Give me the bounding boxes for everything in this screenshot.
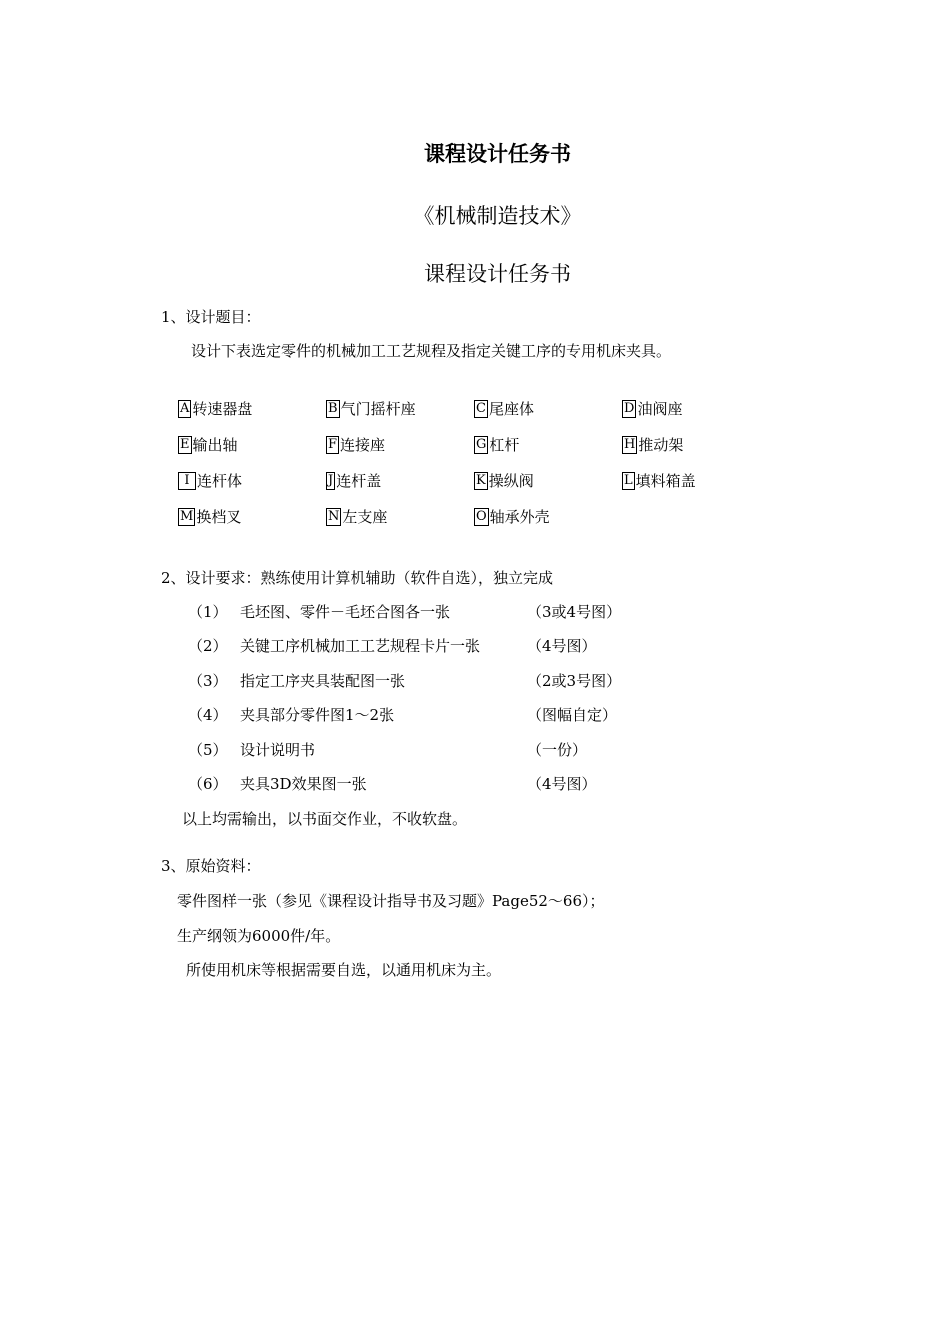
part-item [622,399,682,419]
requirement-note: （2或3号图） [527,672,622,690]
part-item [474,399,534,419]
requirement-number: （2） [188,637,228,655]
section2-footer: 以上均需输出，以书面交作业，不收软盘。 [182,810,468,828]
part-name: 操纵阀 [488,472,534,490]
course-title: 《机械制造技术》 [413,204,582,228]
part-item [622,435,683,455]
requirement-text: 设计说明书 [240,741,316,759]
part-letter: L [624,473,633,488]
source-line: 所使用机床等根据需要自选，以通用机床为主。 [186,961,502,979]
requirement-number: （4） [188,706,228,724]
source-line: 零件图样一张（参见《课程设计指导书及习题》Page52～66）； [177,892,605,910]
part-letter: E [180,437,190,452]
part-letter: G [476,437,487,452]
requirement-number: （1） [188,603,228,621]
part-name: 输出轴 [192,436,238,454]
part-name: 左支座 [342,508,388,526]
part-name: 尾座体 [488,400,534,418]
part-name: 填料箱盖 [635,472,696,490]
section2-heading: 2、设计要求：熟练使用计算机辅助（软件自选），独立完成 [161,569,554,587]
part-letter: H [624,437,636,452]
part-name: 连杆盖 [336,472,382,490]
requirement-number: （5） [188,741,228,759]
part-item [326,399,416,419]
section1-heading: 1、设计题目： [161,308,261,326]
requirement-text: 夹具3D效果图一张 [240,775,367,793]
part-letter: B [328,401,338,416]
part-item [622,471,696,491]
requirement-number: （3） [188,672,228,690]
document-title: 课程设计任务书 [424,142,571,166]
requirement-text: 夹具部分零件图1～2张 [240,706,395,724]
part-letter: N [328,509,340,524]
requirement-note: （4号图） [527,775,597,793]
part-item [178,507,241,527]
part-name: 油阀座 [637,400,683,418]
part-name: 轴承外壳 [489,508,550,526]
part-letter: K [476,473,486,488]
part-letter: J [328,473,334,488]
part-letter: F [328,437,338,452]
part-item [474,435,519,455]
requirement-text: 指定工序夹具装配图一张 [240,672,406,690]
part-name: 转速器盘 [192,400,253,418]
section3-heading: 3、原始资料： [161,857,261,875]
requirement-note: （一份） [527,741,588,759]
part-letter: I [178,472,196,490]
part-name: 气门摇杆座 [340,400,416,418]
requirement-note: （4号图） [527,637,597,655]
requirement-number: （6） [188,775,228,793]
document-subtitle: 课程设计任务书 [424,262,571,286]
requirement-note: （3或4号图） [527,603,622,621]
source-line: 生产纲领为6000件/年。 [177,927,341,945]
part-item [178,399,252,419]
part-letter: D [624,401,635,416]
requirement-text: 毛坯图、零件－毛坯合图各一张 [240,603,451,621]
part-item [178,435,238,455]
requirement-note: （图幅自定） [527,706,618,724]
part-letter: M [180,509,194,524]
part-letter: O [476,509,487,524]
part-name: 推动架 [638,436,684,454]
section1-intro: 设计下表选定零件的机械加工工艺规程及指定关键工序的专用机床夹具。 [191,342,672,360]
part-item [326,435,385,455]
part-item [474,507,550,527]
part-item [326,471,381,491]
part-name: 杠杆 [489,436,520,454]
part-item [474,471,534,491]
part-item [178,471,242,491]
part-letter: A [180,401,190,416]
part-letter: C [476,401,486,416]
part-name: 换档叉 [196,508,242,526]
part-item [326,507,387,527]
requirement-text: 关键工序机械加工工艺规程卡片一张 [240,637,481,655]
part-name: 连杆体 [197,472,243,490]
part-name: 连接座 [340,436,386,454]
